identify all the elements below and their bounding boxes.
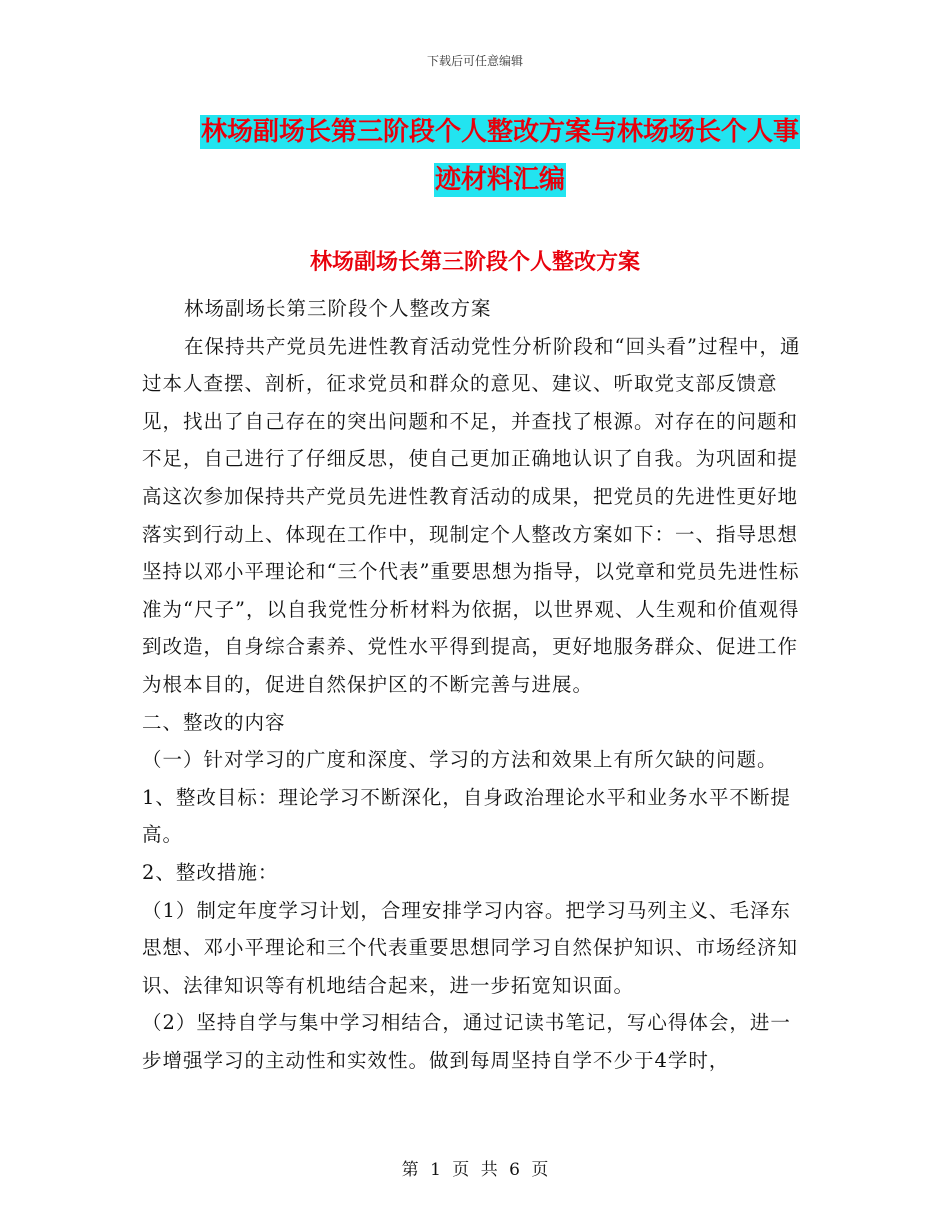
document-body xyxy=(142,290,810,1079)
title-line-2: 迹材料汇编 xyxy=(434,165,565,195)
paragraph: （一）针对学习的广度和深度、学习的方法和效果上有所欠缺的问题。 xyxy=(142,748,778,772)
section-title: 林场副场长第三阶段个人整改方案 xyxy=(309,250,640,275)
paragraph: （1）制定年度学习计划，合理安排学习内容。把学习马列主义、毛泽东思想、邓小平理论和三个代表重要思想同学习自然保护知识、市场经济知识、法律知识等有机地结合起来，进一步拓宽知识面。 xyxy=(142,898,799,997)
paragraph: 在保持共产党员先进性教育活动党性分析阶段和“回头看”过程中，通过本人查摆、剖析，征求党员和群众的意见、建议、听取党支部反馈意见，找出了自己存在的突出问题和不足，并查找了根源。对存在的问题和不足，自己进行了仔细反思，使自己更加正确地认识了自我。为巩固和提高这次参加保持共产党员先进性教育活动的成果，把党员的先进性更好地落实到行动上、体现在工作中，现制定个人整改方案如下：一、指导思想 xyxy=(142,334,801,546)
title-line-1: 林场副场长第三阶段个人整改方案与林场场长个人事 xyxy=(200,117,799,147)
paragraph: （2）坚持自学与集中学习相结合，通过记读书笔记，写心得体会，进一步增强学习的主动性和实效性。做到每周坚持自学不少于4学时， xyxy=(142,1011,791,1072)
paragraph: 林场副场长第三阶段个人整改方案 xyxy=(184,297,492,320)
page-number: 第 1 页 共 6 页 xyxy=(401,1160,549,1180)
paragraph: 2、整改措施： xyxy=(142,860,279,884)
document-title xyxy=(140,108,860,204)
paragraph: 二、整改的内容 xyxy=(142,710,286,734)
paragraph: 坚持以邓小平理论和“三个代表”重要思想为指导，以党章和党员先进性标准为“尺子”，以自我党性分析材料为依据，以世界观、人生观和价值观得到改造，自身综合素养、党性水平得到提高，更好地服务群众、促进工作为根本目的，促进自然保护区的不断完善与进展。 xyxy=(142,560,800,696)
paragraph: 1、整改目标：理论学习不断深化，自身政治理论水平和业务水平不断提高。 xyxy=(142,785,791,847)
header-note: 下载后可任意编辑 xyxy=(426,54,523,68)
